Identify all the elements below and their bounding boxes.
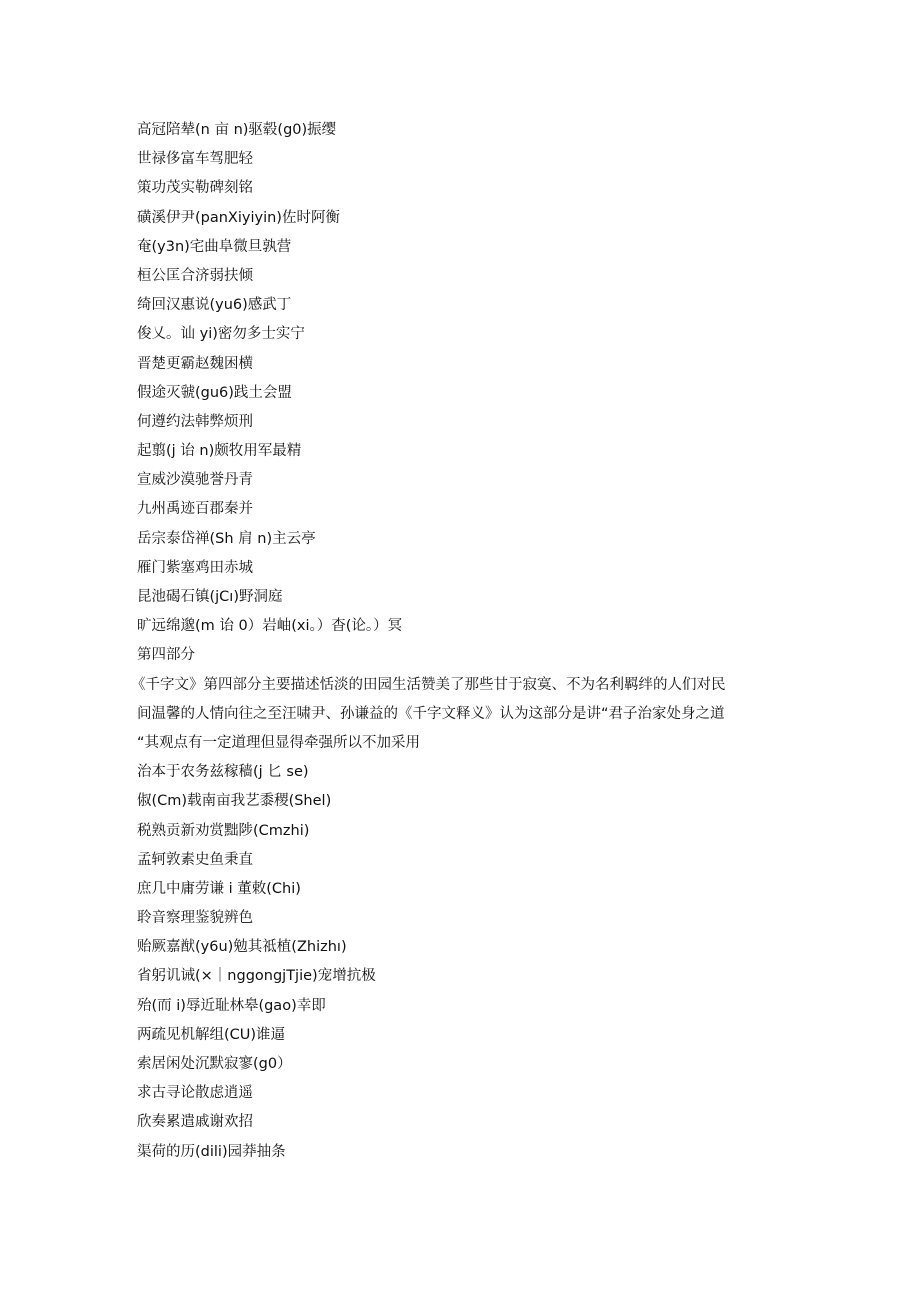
verse-line: 何遵约法韩弊烦刑 xyxy=(137,413,253,430)
verse-line: 晋楚更霸赵魏困横 xyxy=(137,355,253,372)
paragraph-line: “其观点有一定道理但显得牵强所以不加采用 xyxy=(137,734,421,751)
section-heading: 第四部分 xyxy=(137,647,195,664)
verse-line: 渠荷的历(dili)园莽抽条 xyxy=(137,1143,286,1160)
verse-line: 省躬讥诫(×｜nggongjTjie)宠增抗极 xyxy=(137,968,376,985)
verse-line: 昆池碣石镇(jCı)野洞庭 xyxy=(137,589,283,605)
verse-line: 策功茂实勒碑刻铭 xyxy=(137,180,253,197)
verse-line: 绮回汉惠说(yu6)感武丁 xyxy=(137,297,292,314)
document-body xyxy=(131,116,787,1167)
verse-line: 孟轲敦素史鱼秉直 xyxy=(137,851,253,868)
verse-line: 九州禹迹百郡秦并 xyxy=(137,501,253,518)
verse-line: 高冠陪辇(n 亩 n)驱毂(g0)振缨 xyxy=(137,122,337,138)
verse-line: 奄(y3n)宅曲阜微旦孰营 xyxy=(137,238,292,255)
verse-line: 岳宗泰岱禅(Sh 肩 n)主云亭 xyxy=(137,530,316,547)
verse-line: 索居闲处沉默寂寥(g0） xyxy=(137,1056,292,1072)
verse-line: 欣奏累遣戚谢欢招 xyxy=(137,1114,253,1131)
verse-line: 桓公匡合济弱扶倾 xyxy=(137,267,253,284)
section-intro-paragraph xyxy=(131,671,787,759)
verse-line: 磺溪伊尹(panXiyiyin)佐时阿衡 xyxy=(137,209,340,226)
verse-line: 贻厥嘉猷(y6u)勉其祗植(Zhizhı) xyxy=(137,939,347,956)
verse-line: 俊乂。讪 yi)密勿多士实宁 xyxy=(137,326,305,343)
verse-line: 宣威沙漠驰誉丹青 xyxy=(137,472,253,489)
verse-line: 假途灭虢(gu6)践土会盟 xyxy=(137,384,292,401)
verse-line: 起翦(j 诒 n)颇牧用军最精 xyxy=(137,443,302,460)
verse-block-part-three xyxy=(137,116,787,641)
verse-line: 俶(Cm)载南亩我艺黍稷(Shel) xyxy=(137,793,332,810)
paragraph-line: 《千字文》第四部分主要描述恬淡的田园生活赞美了那些甘于寂寞、不为名利羁绊的人们对民 xyxy=(131,676,726,693)
verse-line: 税熟贡新劝赏黜陟(Cmzhi) xyxy=(137,822,310,839)
verse-line: 庶几中庸劳谦 i 董敕(Chi) xyxy=(137,880,301,897)
verse-line: 殆(而 i)辱近耻林皋(gao)幸即 xyxy=(137,997,326,1014)
verse-line: 雁门紫塞鸡田赤城 xyxy=(137,559,253,576)
verse-line: 聆音察理鉴貌辨色 xyxy=(137,910,253,927)
verse-line: 世禄侈富车驾肥轻 xyxy=(137,151,253,168)
verse-line: 治本于农务兹稼穑(j 匕 se) xyxy=(137,764,309,781)
verse-line: 求古寻论散虑逍遥 xyxy=(137,1085,253,1102)
verse-line: 旷远绵邈(m 诒 0）岩岫(xi。）杳(论。）冥 xyxy=(137,618,403,635)
verse-block-part-four xyxy=(137,758,787,1167)
verse-line: 两疏见机解组(CU)谁逼 xyxy=(137,1026,286,1043)
paragraph-line: 间温馨的人情向往之至汪啸尹、孙谦益的《千字文释义》认为这部分是讲“君子治家处身之道 xyxy=(137,705,725,722)
